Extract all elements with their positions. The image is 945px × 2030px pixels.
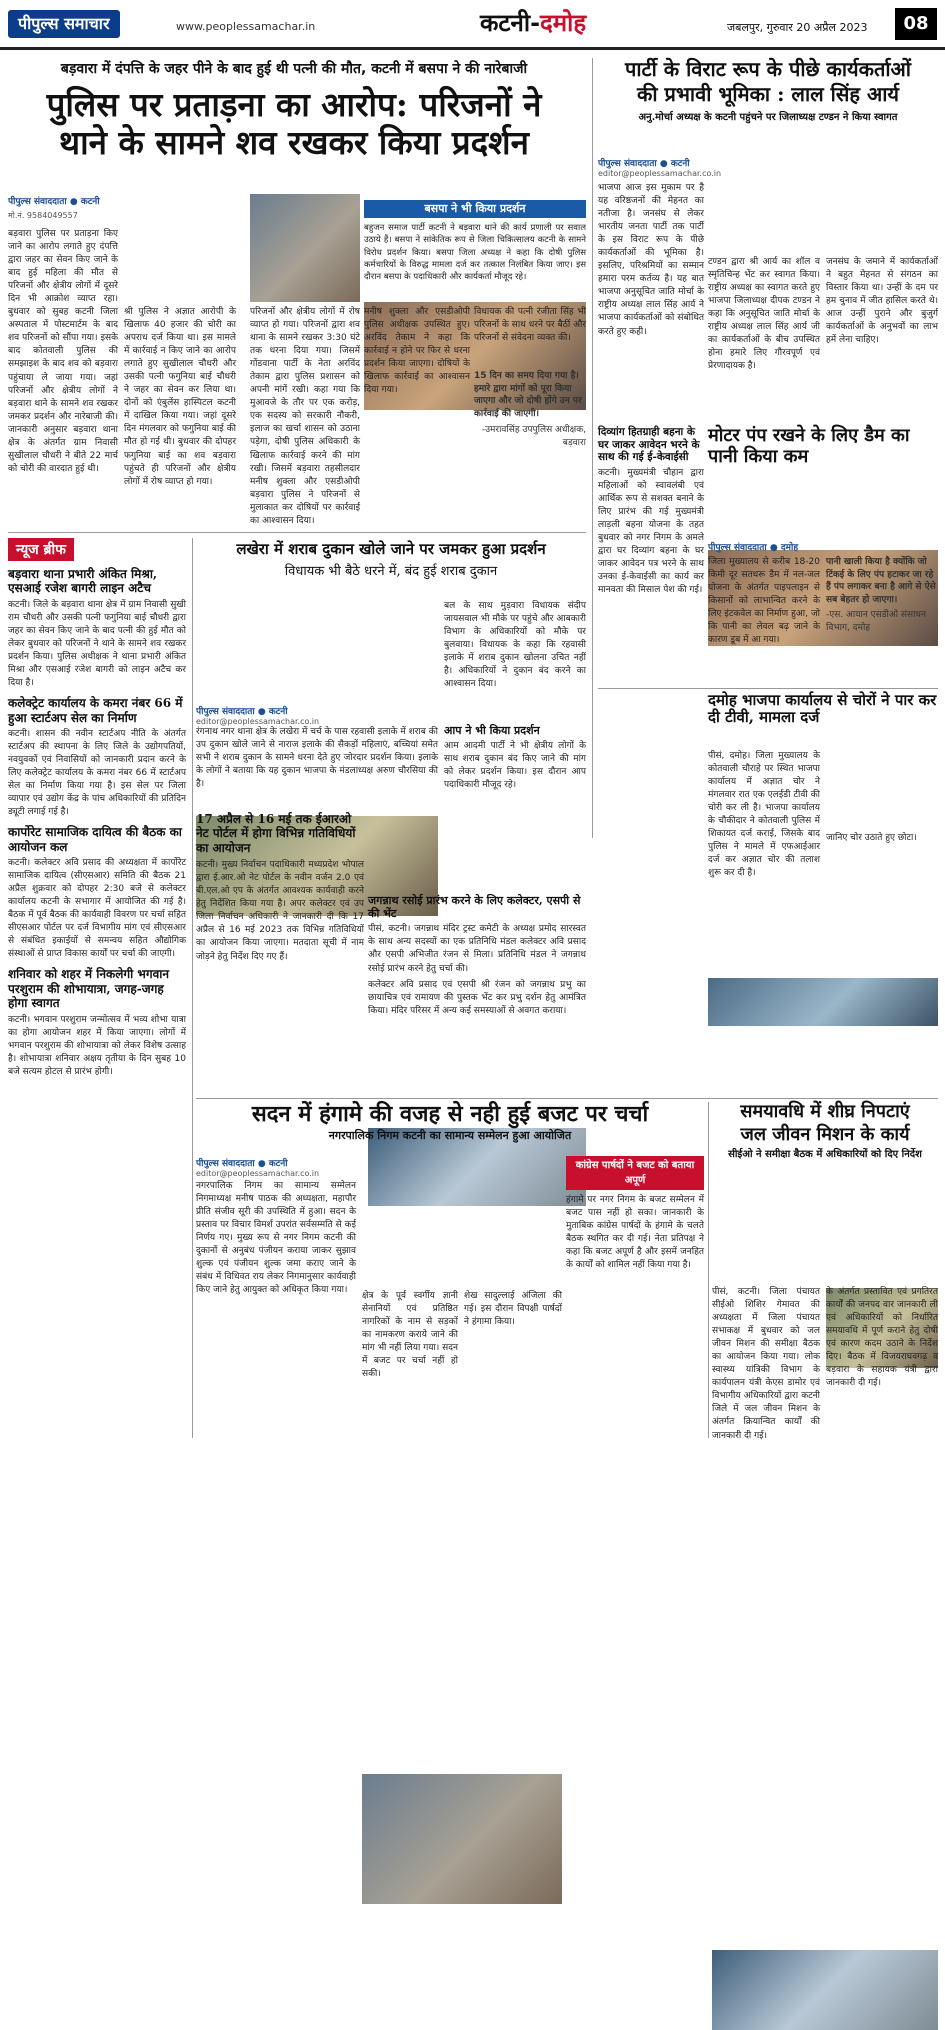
bsp-body-2: मनीष शुक्ला और एसडीओपी पुलिस अधीक्षक उपस्थित हुए। अरविंद तेकाम ने कहा कि कार्रवाई न होने पर फिर से धरना प्रदर्शन किया जाएगा। दोषियों के खिलाफ कार्रवाई का आश्वासन दिया गया। xyxy=(364,307,470,396)
party-email: editor@peoplessamachar.co.in xyxy=(598,169,722,178)
liquor-email: editor@peoplessamachar.co.in xyxy=(196,717,320,726)
jaljeevan-photo xyxy=(712,1950,938,2030)
divider xyxy=(8,532,586,533)
jaljeevan-body-2: के अंतर्गत प्रस्तावित एवं प्रगतिरत कार्यों की जनपद वार जानकारी ली एवं अधिकारियों को निर्धारित समयावधि में पूर्ण कराने हेतु दोषी एवं कारण कदम उठाने के निर्देश दिए। बैठक में विजयराघवगढ़ व बड़वारा के सहायक यंत्री द्वारा जानकारी दी गई। xyxy=(826,1287,938,1389)
liquor-byline xyxy=(196,704,438,724)
divider xyxy=(192,538,193,1438)
thieves-caption: जानिए चोर उठाते हुए छोटा। xyxy=(826,833,917,843)
bsp-quote-box xyxy=(474,370,586,526)
ujjwala-body: कटनी। मुख्यमंत्री चौहान द्वारा महिलाओं को स्वावलंबी एवं आर्थिक रूप से सशक्त बनाने के लिए प्रारंभ की गई मुख्यमंत्री लाड़ली बहना योजना के तहत बुधवार को नगर निगम के अमले द्वारा घर दिव्यांग बहना के घर जाकर आवेदन पत्र भरने के साथ उनका ई-केवाईसी का कार्य कर मानवता की मिसाल पेश की गई। xyxy=(598,467,704,596)
sadan-headline: सदन में हंगामे की वजह से नही हुई बजट पर चर्चा xyxy=(251,1101,649,1127)
sadan-photo xyxy=(362,1774,562,1904)
liquor-header xyxy=(196,540,586,596)
sadan-body-2: क्षेत्र के पूर्व स्वर्गीय ज्ञानी सेनानियों एवं प्रतिष्ठित नागरिकों के नाम से सड़कों का नामकरण कराये जाने की मांग भी नहीं लिया गया। सदन में बजट पर चर्चा नहीं हो सकी। xyxy=(362,1291,458,1380)
lead-kicker: बड़वारा में दंपत्ति के जहर पीने के बाद हुई थी पत्नी की मौत, कटनी में बसपा ने की नारेबाजी xyxy=(60,61,528,77)
liquor-aap-box xyxy=(444,724,586,808)
party-body: भाजपा आज इस मुकाम पर है यह वरिष्ठजनों की मेहनत का नतीजा है। जनसंघ से लेकर भारतीय जनता पार्टी तक पार्टी के इस विराट रूप के पीछे कार्यकर्ताओं की भूमिका है। इसलिए, परिश्रमियों का सम्मान हमारा परम कर्तव्य है। यह बात भाजपा अनुसूचित जाति मोर्चा के राष्ट्रीय अध्यक्ष लाल सिंह आर्य ने भाजपा कार्यकर्ताओं को संबोधित करते हुए कही। xyxy=(598,183,704,337)
lead-body-right: परिजनों और क्षेत्रीय लोगों में रोष व्याप्त हो गया। परिजनों द्वारा शव थाना के सामने रखकर 3:30 घंटे तक धरना दिया गया। जिसमें गोंडवाना पार्टी के नेता अरविंद तेकाम द्वारा पुलिस प्रशासन को अपनी मांगें रखी। कहा गया कि मुआवजे के तौर पर एक करोड़, एक सदस्य को सरकारी नौकरी, इलाज का खर्चा शासन को उठाना पड़ेगा, दोषी पुलिस अधिकारी के खिलाफ कार्रवाई करने की मांग रखी। जिसमें बड़वारा तहसीलदार मनीष शुक्ला और एसडीओपी बड़वारा पुलिस ने परिजनों से मुलाकात कर दोषियों पर कार्रवाई का आश्वासन दिया। xyxy=(250,307,360,526)
lead-headline-1: पुलिस पर प्रताड़ना का आरोप: परिजनों ने xyxy=(46,85,542,124)
bsp-strip: बसपा ने भी किया प्रदर्शन xyxy=(364,200,586,218)
liquor-body: रंगनाथ नगर थाना क्षेत्र के लखेरा में चर्च के पास रहवासी इलाके में शराब की उप दुकान खोले जाने से नाराज इलाके की सैकड़ों महिलाएं, बच्चियां समेत सभी ने शराब दुकान के सामने धरना देते हुए जोरदार प्रदर्शन किया। इलाके के लोगों ने बताया कि यह दुकान भाजपा के मंडलाध्यक्ष अरुण चौरसिया की है। xyxy=(196,727,438,790)
congress-body: हंगामे पर नगर निगम के बजट सम्मेलन में बजट पास नहीं हो सका। जानकारी के मुताबिक कांग्रेस पार्षदों के हंगामे के चलते बैठक स्थगित कर दी गई। नेता प्रतिपक्ष ने कहा कि बजट अपूर्ण है और इसमें जनहित के कार्यों को शामिल नहीं किया गया है। xyxy=(566,1195,704,1271)
bsp-body: बहुजन समाज पार्टी कटनी ने बड़वारा थाने की कार्य प्रणाली पर सवाल उठाये हैं। बसपा ने सांकेतिक रूप से जिला चिकित्सालय कटनी के सामने विरोध प्रदर्शन किया। बसपा जिला अध्यक्ष ने कहा कि दोषी पुलिस कर्मचारियों के विरुद्ध मामला दर्ज कर तत्काल निलंबित किया जाए। इस दौरान बसपा के पदाधिकारी और कार्यकर्ता मौजूद रहे। xyxy=(364,223,586,283)
thieves-body: पीसं, दमोह। जिला मुख्यालय के कोतवाली चौराहे पर स्थित भाजपा कार्यालय में अज्ञात चोर ने मंगलवार रात एक एलईडी टीवी की चोरी कर ली है। भाजपा कार्यालय के चौकीदार ने कोतवाली पुलिस में शिकायत दर्ज कराई, जिसके बाद पुलिस ने मामले में एफआईआर दर्ज कर अज्ञात चोर की तलाश शुरू कर दी है। xyxy=(708,751,820,879)
jagannath-box xyxy=(368,894,586,1094)
brief-4-body: कटनी। भगवान परशुराम जन्मोत्सव में भव्य शोभा यात्रा का होगा आयोजन शहर में किया जाएगा। लोगों में भगवान परशुराम की शोभायात्रा को लेकर विशेष उत्साह है। शोभायात्रा शनिवार अक्षय तृतीया के दिन सुबह 10 बजे सत्यम होटल से प्रारंभ होगी। xyxy=(8,1014,186,1077)
thieves-headline: दमोह भाजपा कार्यालय से चोरों ने पार कर दी टीवी, मामला दर्ज xyxy=(708,691,937,727)
lead-header xyxy=(8,58,580,192)
eao-headline: 17 अप्रैल से 16 मई तक ईआरओ नेट पोर्टल में होगा विभिन्न गतिविधियों का आयोजन xyxy=(196,812,356,855)
brief-2-body: कटनी। शासन की नवीन स्टार्टअप नीति के अंतर्गत स्टार्टअप की स्थापना के लिए जिले के उद्योगपतियों, नवयुवकों एवं निवासियों को जानकारी प्रदान करने के लिए कलेक्ट्रेट कार्यालय के कमरा नंबर 66 में स्टार्टअप सेल का निर्माण किया गया है। इस सेल पर जिला व्यापार एवं उद्योग केंद्र के पांच अधिकारियों की प्रतिदिन ड्यूटी लगाई गई है। xyxy=(8,728,186,818)
edition-city: कटनी- xyxy=(480,9,541,37)
dateline: जबलपुर, गुरुवार 20 अप्रैल 2023 xyxy=(727,21,868,34)
brief-3-headline: कार्पोरेट सामाजिक दायित्व की बैठक का आयोजन कल xyxy=(8,825,182,854)
jaljeevan-headline-2: जल जीवन मिशन के कार्य xyxy=(740,1123,910,1145)
liquor-body-2: बल के साथ मुड़वारा विधायक संदीप जायसवाल भी मौके पर पहुंचे और आबकारी विभाग के अधिकारियों को मौके पर बुलवाया। विधायक के कहा कि रहवासी इलाके में शराब दुकान खोलना उचित नहीं है। अधिकारियों ने दुकान बंद करने का आश्वासन दिया। xyxy=(444,601,586,690)
jagannath-caption: जगन्नाथ रसोई प्रारंभ करने के लिए कलेक्टर, एसपी से की भेंट xyxy=(368,894,581,921)
eao-box xyxy=(196,812,364,1094)
news-brief-column xyxy=(8,538,186,1438)
eao-body: कटनी। मुख्य निर्वाचन पदाधिकारी मध्यप्रदेश भोपाल द्वारा ई.आर.ओ नेट पोर्टल के नवीन वर्जन 2.0 एवं बी.एल.ओ एप के अंतर्गत आवश्यक कार्यवाही करने हेतु निर्देशित किया गया है। अपर कलेक्टर एवं उप जिला निर्वाचन अधिकारी ने जानकारी दी कि 17 अप्रैल से 16 मई 2023 तक विभिन्न गतिविधियों का आयोजन किया जाएगा। मतदाता सूची में नाम जोड़ने हेतु निर्देश दिए गए हैं। xyxy=(196,860,364,962)
jagannath-body: पीसं, कटनी। जगन्नाथ मंदिर ट्रस्ट कमेटी के अध्यक्ष प्रमोद सारस्वत के साथ अन्य सदस्यों का एक प्रतिनिधि मंडल कलेक्टर अवि प्रसाद और एसपी अभिजीत रंजन से मिला। प्रतिनिधि मंडल ने जगन्नाथ रसोई प्रारंभ करने हेतु चर्चा की। xyxy=(368,924,586,974)
jagannath-body-2: कलेक्टर अवि प्रसाद एवं एसपी श्री रंजन को जगन्नाथ प्रभु का छायाचित्र एवं रामायण की पुस्तक भेंट कर प्रभु दर्शन हेतु आमंत्रित किया। मंदिर परिसर में अन्य कई समस्याओं से अवगत कराया। xyxy=(368,979,586,1016)
motor-headline: मोटर पंप रखने के लिए डैम का पानी किया कम xyxy=(708,425,910,467)
masthead xyxy=(0,0,945,50)
lead-mobile: मो.नं. 9584049557 xyxy=(8,211,78,220)
bsp-quote: 15 दिन का समय दिया गया है। हमारे द्वारा मांगों को पूरा किया जाएगा और जो दोषी होंगे उन पर कार्रवाई की जाएगी। xyxy=(474,371,582,419)
page-number: 08 xyxy=(895,8,937,40)
brief-1-body: कटनी। जिले के बड़वारा थाना क्षेत्र में ग्राम निवासी सुखी राम चौधरी और उसकी पत्नी फगुनिया बाई चौधरी द्वारा जहर का सेवन किए जाने के बाद पत्नी की हुई मौत को लेकर बुधवार को परिजनों ने थाने के सामने शव रखकर प्रदर्शन किया। पुलिस अधीक्षक ने थाना प्रभारी अंकित मिश्रा और एसआई रजेश बागरी को लाइन अटैच कर दिया है। xyxy=(8,599,186,689)
liquor-body-3: आम आदमी पार्टी ने भी क्षेत्रीय लोगों के साथ शराब दुकान बंद किए जाने की मांग को लेकर प्रदर्शन किया। इस दौरान आप पदाधिकारी मौजूद रहे। xyxy=(444,741,586,791)
party-subhead: अनु.मोर्चा अध्यक्ष के कटनी पहुंचने पर जिलाध्यक्ष टण्डन ने किया स्वागत xyxy=(638,112,898,123)
party-headline-2: की प्रभावी भूमिका : लाल सिंह आर्य xyxy=(636,82,900,106)
motor-header xyxy=(708,426,938,484)
motor-quote-box xyxy=(826,556,938,684)
motor-body: जिला मुख्यालय से करीब 18-20 किमी दूर सतधरू डैम में नल-जल योजना के अंतर्गत पाइपलाइन से किसानों को लाभान्वित करने के लिए इंटकवेल का निर्माण हुआ, जो कि पानी का लेवल बढ़ जाने के कारण डूब में आ गया। xyxy=(708,557,820,646)
divider xyxy=(196,1098,938,1099)
lead-credit: पीपुल्स संवाददाता ● कटनी xyxy=(8,197,100,207)
party-credit: पीपुल्स संवाददाता ● कटनी xyxy=(598,159,690,169)
motor-quote-by: -एस. आयान एसडीओ संसाधन विभाग, दमोह xyxy=(826,610,926,633)
edition-title xyxy=(480,6,586,39)
divider xyxy=(598,688,938,689)
bsp-quote-by: -उमरावसिंह उपपुलिस अधीक्षक, बड़वारा xyxy=(481,425,586,448)
motor-credit: पीपुल्स संवाददाता ● दमोह xyxy=(708,543,799,553)
thieves-header xyxy=(708,692,938,746)
jaljeevan-subhead: सीईओ ने समीक्षा बैठक में अधिकारियों को दिए निर्देश xyxy=(728,1149,922,1161)
divider xyxy=(708,1102,709,1438)
lead-body-left: बड़वारा पुलिस पर प्रताड़ना किए जाने का आरोप लगाते हुए दंपत्ति द्वारा जहर का सेवन किए जाने के बाद हुई महिला की मौत से परिजनों और क्षेत्रीय लोगों में दूसरे दिन भी आक्रोश व्याप्त रहा। बुधवार को सुबह कटनी जिला अस्पताल में पोस्टमार्टम के बाद शव परिजनों को सौंपा गया। इसके बाद कोतवाली पुलिस की समझाइश के बाद शव को बड़वारा पहुंचाया ले जाया गया। जहां परिजनों और क्षेत्रीय लोगों ने बड़वारा थाने के सामने शव रखकर जमकर प्रदर्शन और नारेबाजी की। जानकारी अनुसार बड़वारा थाना क्षेत्र के अंतर्गत ग्राम निवासी सुखीलाल चौधरी ने बीते 22 मार्च को चोरी की वारदात हुई थी। xyxy=(8,229,118,474)
news-brief-label: न्यूज ब्रीफ xyxy=(8,538,74,561)
jaljeevan-headline-1: समयावधि में शीघ्र निपटाएं xyxy=(740,1101,910,1122)
jaljeevan-body: पीसं, कटनी। जिला पंचायत सीईओ शिशिर गेमावत की अध्यक्षता में जिला पंचायत सभाकक्ष में बुधवार को जल जीवन मिशन की समीक्षा बैठक का आयोजन किया गया। लोक स्वास्थ्य यांत्रिकी विभाग के कार्यपालन यंत्री केएस डामोर एवं विभागीय अधिकारियों द्वारा कटनी जिले में जल जीवन मिशन के अंतर्गत क्रियान्वित कार्यों की जानकारी दी गई। xyxy=(712,1287,820,1441)
party-headline-1: पार्टी के विराट रूप के पीछे कार्यकर्ताओं xyxy=(624,57,912,81)
sadan-byline xyxy=(196,1156,356,1178)
edition-city-red: दमोह xyxy=(540,9,587,37)
brief-4-headline: शनिवार को शहर में निकलेगी भगवान परशुराम की शोभायात्रा, जगह-जगह होगा स्वागत xyxy=(8,967,170,1011)
lead-headline-2: थाने के सामने शव रखकर किया प्रदर्शन xyxy=(59,122,529,162)
sadan-credit: पीपुल्स संवाददाता ● कटनी xyxy=(196,1159,288,1169)
party-byline xyxy=(598,156,722,180)
ujjwala-box xyxy=(598,426,704,684)
sadan-subhead: नगरपालिक निगम कटनी का सामान्य सम्मेलन हुआ आयोजित xyxy=(328,1129,572,1143)
newspaper-logo[interactable]: पीपुल्स समाचार xyxy=(8,10,120,38)
lead-body-mid: श्री पुलिस ने अज्ञात आरोपी के खिलाफ 40 हजार की चोरी का अपराध दर्ज किया था। इस मामले में कार्रवाई न किए जाने का आरोप लगाते हुए सुखीलाल चौधरी और उसकी पत्नी फगुनिया बाई चौधरी ने जहर का सेवन कर लिया था। दोनों को एंबुलेंस हास्पिटल कटनी में दाखिल किया गया। जहां दूसरे दिन मंगलवार को फगुनिया बाई की मौत हो गई थी। बुधवार की दोपहर फगुनिया बाई का शव बड़वारा पहुंचते ही परिजनों और क्षेत्रीय लोगों में रोष व्याप्त हो गया। xyxy=(124,307,236,487)
sadan-body-3: शेख सादुल्लाई अंजिला की गई। इस दौरान विपक्षी पार्षदों ने हंगामा किया। xyxy=(464,1291,562,1328)
liquor-subhead: विधायक भी बैठे धरने में, बंद हुई शराब दुकान xyxy=(284,564,498,579)
congress-box: कांग्रेस पार्षदों ने बजट को बताया अपूर्ण xyxy=(566,1156,704,1190)
party-body-3: जनसंघ के जमाने में कार्यकर्ताओं ने बहुत मेहनत से संगठन का विस्तार किया था। उन्हीं के दम पर हम चुनाव में जीत हासिल करते थे। आज उन्हीं पुराने और बुजुर्ग कार्यकर्ताओं के अनुभवों का लाभ हमें लेना चाहिए। xyxy=(826,257,938,346)
ujjwala-headline: दिव्यांग हितग्राही बहना के घर जाकर आवेदन भरने के साथ की गई ई-केवाईसी xyxy=(598,426,700,464)
party-body-2: टण्डन द्वारा श्री आर्य का शॉल व स्मृतिचिन्ह भेंट कर स्वागत किया। राष्ट्रीय अध्यक्ष का स्वागत करते हुए भाजपा जिलाध्यक्ष दीपक टण्डन ने कहा कि अनुसूचित जाति मोर्चा के राष्ट्रीय अध्यक्ष लाल सिंह आर्य जी का कार्यकर्ताओं के बीच उपस्थित होना हमारे लिए गौरवपूर्ण एवं प्रेरणादायक है। xyxy=(708,257,820,372)
divider xyxy=(592,58,593,838)
jaljeevan-header xyxy=(712,1102,938,1200)
brief-3-body: कटनी। कलेक्टर अवि प्रसाद की अध्यक्षता में कार्पोरेट सामाजिक दायित्व (सीएसआर) समिति की बैठक 21 अप्रैल शुक्रवार को दोपहर 2:30 बजे से कलेक्टर कार्यालय कटनी के सभागार में आयोजित की गई है। बैठक में पूर्व बैठक की कार्यवाही विवरण पर चर्चा सहित सीएसआर पोर्टल पर दर्ज विभागीय मांग एवं सीएसआर से संबंधित इकाईयों से समन्वय सहित औद्योगिक संस्थाओं से प्राप्त विकास कार्यों पर चर्चा की जाएगी। xyxy=(8,858,186,960)
party-header xyxy=(598,58,938,154)
bsp-body-3: विधायक की पत्नी रंजीता सिंह भी परिजनों के साथ धरने पर बैठीं और परिजनों से संवेदना व्यक्त की। xyxy=(474,307,586,344)
liquor-subhead-2: आप ने भी किया प्रदर्शन xyxy=(444,724,540,737)
sadan-email: editor@peoplessamachar.co.in xyxy=(196,1169,320,1178)
website-url[interactable]: www.peoplessamachar.in xyxy=(176,20,316,33)
liquor-credit: पीपुल्स संवाददाता ● कटनी xyxy=(196,707,288,717)
motor-quote: पानी खाली किया है क्योंकि जो टिंकई के लिए पंप हटाकर जा रहे हैं पंप लगाकर बना है आगे से ऐसे सब बेहतर हो जाएगा। xyxy=(826,557,936,605)
brief-2-headline: कलेक्ट्रेट कार्यालय के कमरा नंबर 66 में हुआ स्टार्टअप सेल का निर्माण xyxy=(8,696,183,725)
lead-byline xyxy=(8,194,246,224)
brief-1-headline: बड़वारा थाना प्रभारी अंकित मिश्रा, एसआई रजेश बागरी लाइन अटैच xyxy=(8,567,158,596)
sadan-body: नगरपालिक निगम का सामान्य सम्मेलन निगमाध्यक्ष मनीष पाठक की अध्यक्षता, महापौर प्रीति संजीव सूरी की उपस्थिति में हुआ। सदन के प्रस्ताव पर विचार विमर्श उपरांत सर्वसम्मति से कई निर्णय गए। मुख्य रूप से नगर निगम कटनी की दुकानों से अनुबंध पंजीयन कराया जाकर सुझाव शुल्क एवं पंजीयन शुल्क जमा कराए जाने के संबंध में विधिवत राय लेकर निगमानुसार कार्यवाही किए जाने हेतु आयुक्त को अधिकृत किया गया। xyxy=(196,1181,356,1296)
lead-photo-left xyxy=(250,194,360,302)
liquor-headline: लखेरा में शराब दुकान खोले जाने पर जमकर हुआ प्रदर्शन xyxy=(236,540,546,558)
sadan-header xyxy=(196,1102,704,1152)
